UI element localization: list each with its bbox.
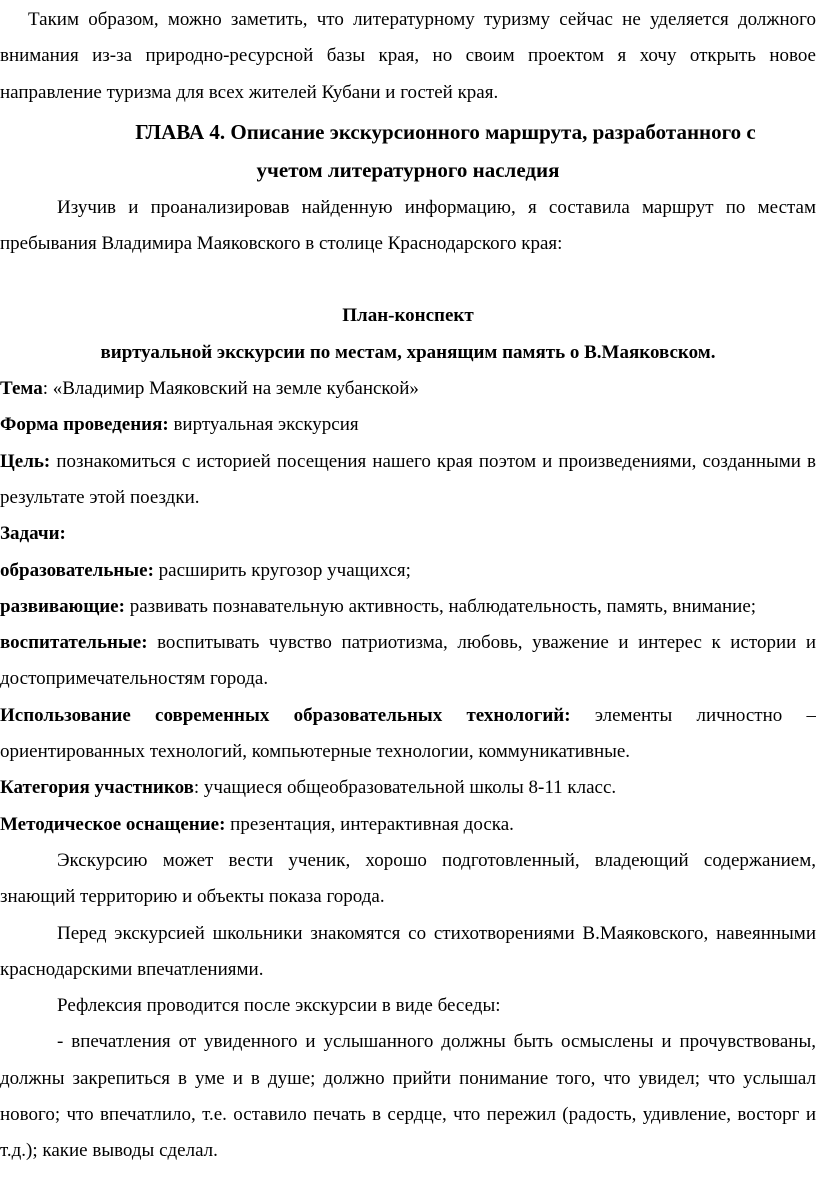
plan-field-label: Форма проведения: xyxy=(0,414,169,436)
plan-field xyxy=(0,371,816,407)
plan-field-value: презентация, интерактивная доска. xyxy=(230,813,514,835)
plan-field xyxy=(0,625,816,698)
body-paragraphs xyxy=(0,843,816,1170)
plan-subtitle: виртуальной экскурсии по местам, хранящим память о В.Маяковском. xyxy=(100,341,716,363)
plan-field-separator xyxy=(571,705,595,726)
plan-field-value: познакомиться с историей посещения нашего края поэтом и произведениями, созданными в результате этой поездки. xyxy=(0,450,816,508)
plan-field-label: воспитательные: xyxy=(0,632,148,654)
plan-field xyxy=(0,770,816,806)
plan-field xyxy=(0,807,816,843)
lead-paragraph: Изучив и проанализировав найденную информацию, я составила маршрут по местам пребывания Владимира Маяковского в столице Краснодарского края: xyxy=(0,196,816,255)
chapter-heading-line2: учетом литературного наследия xyxy=(256,157,560,182)
chapter-heading-line1: ГЛАВА 4. Описание экскурсионного маршрута, разработанного с xyxy=(135,119,756,144)
plan-fields xyxy=(0,371,816,843)
plan-field-value: «Владимир Маяковский на земле кубанской» xyxy=(52,378,419,400)
plan-field-label: Использование современных образовательных технологий: xyxy=(0,704,571,726)
chapter-heading xyxy=(0,113,816,189)
plan-field-value: развивать познавательную активность, наблюдательность, память, внимание; xyxy=(129,595,757,617)
plan-field-value: воспитывать чувство патриотизма, любовь, уважение и интерес к истории и достопримечательностям города. xyxy=(0,632,816,690)
intro-paragraph: Таким образом, можно заметить, что литературному туризму сейчас не уделяется должного внимания из-за природно-ресурсной базы края, но своим проектом я хочу открыть новое направление туризма для всех жителей Кубани и гостей края. xyxy=(0,9,816,103)
plan-field-separator: : xyxy=(42,378,53,400)
plan-field-separator: : xyxy=(193,777,204,799)
body-paragraph: Перед экскурсией школьники знакомятся со стихотворениями В.Маяковского, навеянными краснодарскими впечатлениями. xyxy=(0,922,816,980)
plan-field xyxy=(0,698,816,771)
plan-field-value: расширить кругозор учащихся; xyxy=(158,559,411,581)
plan-field-value: учащиеся общеобразовательной школы 8-11 класс. xyxy=(203,777,617,799)
plan-field-value: элементы личностно – ориентированных технологий, компьютерные технологии, коммуникативные. xyxy=(0,704,816,763)
plan-field-value: виртуальная экскурсия xyxy=(173,414,359,436)
blank-line xyxy=(0,262,816,298)
body-paragraph: Рефлексия проводится после экскурсии в виде беседы: xyxy=(57,995,501,1017)
plan-field-label: образовательные: xyxy=(0,559,154,581)
body-paragraph: Экскурсию может вести ученик, хорошо подготовленный, владеющий содержанием, знающий территорию и объекты показа города. xyxy=(0,849,816,908)
plan-field-label: развивающие: xyxy=(0,595,125,617)
body-paragraph: - впечатления от увиденного и услышанного должны быть осмыслены и прочувствованы, должны закрепиться в уме и в душе; должно прийти понимание того, что увидел; что услышал нового; что впечатлило, т.е. оставило печать в сердце, что пережил (радость, удивление, восторг и т.д.); какие выводы сделал. xyxy=(0,1031,816,1162)
plan-field-separator xyxy=(148,632,158,653)
plan-field xyxy=(0,553,816,589)
plan-field xyxy=(0,444,816,517)
plan-title: План-конспект xyxy=(342,305,474,327)
plan-field xyxy=(0,516,816,552)
plan-field-label: Тема xyxy=(0,378,43,400)
plan-field-label: Цель: xyxy=(0,450,51,472)
plan-field-label: Методическое оснащение: xyxy=(0,813,226,835)
plan-field xyxy=(0,589,816,625)
plan-field xyxy=(0,407,816,443)
plan-field-label: Задачи: xyxy=(0,523,66,545)
plan-field-label: Категория участников xyxy=(0,777,194,799)
